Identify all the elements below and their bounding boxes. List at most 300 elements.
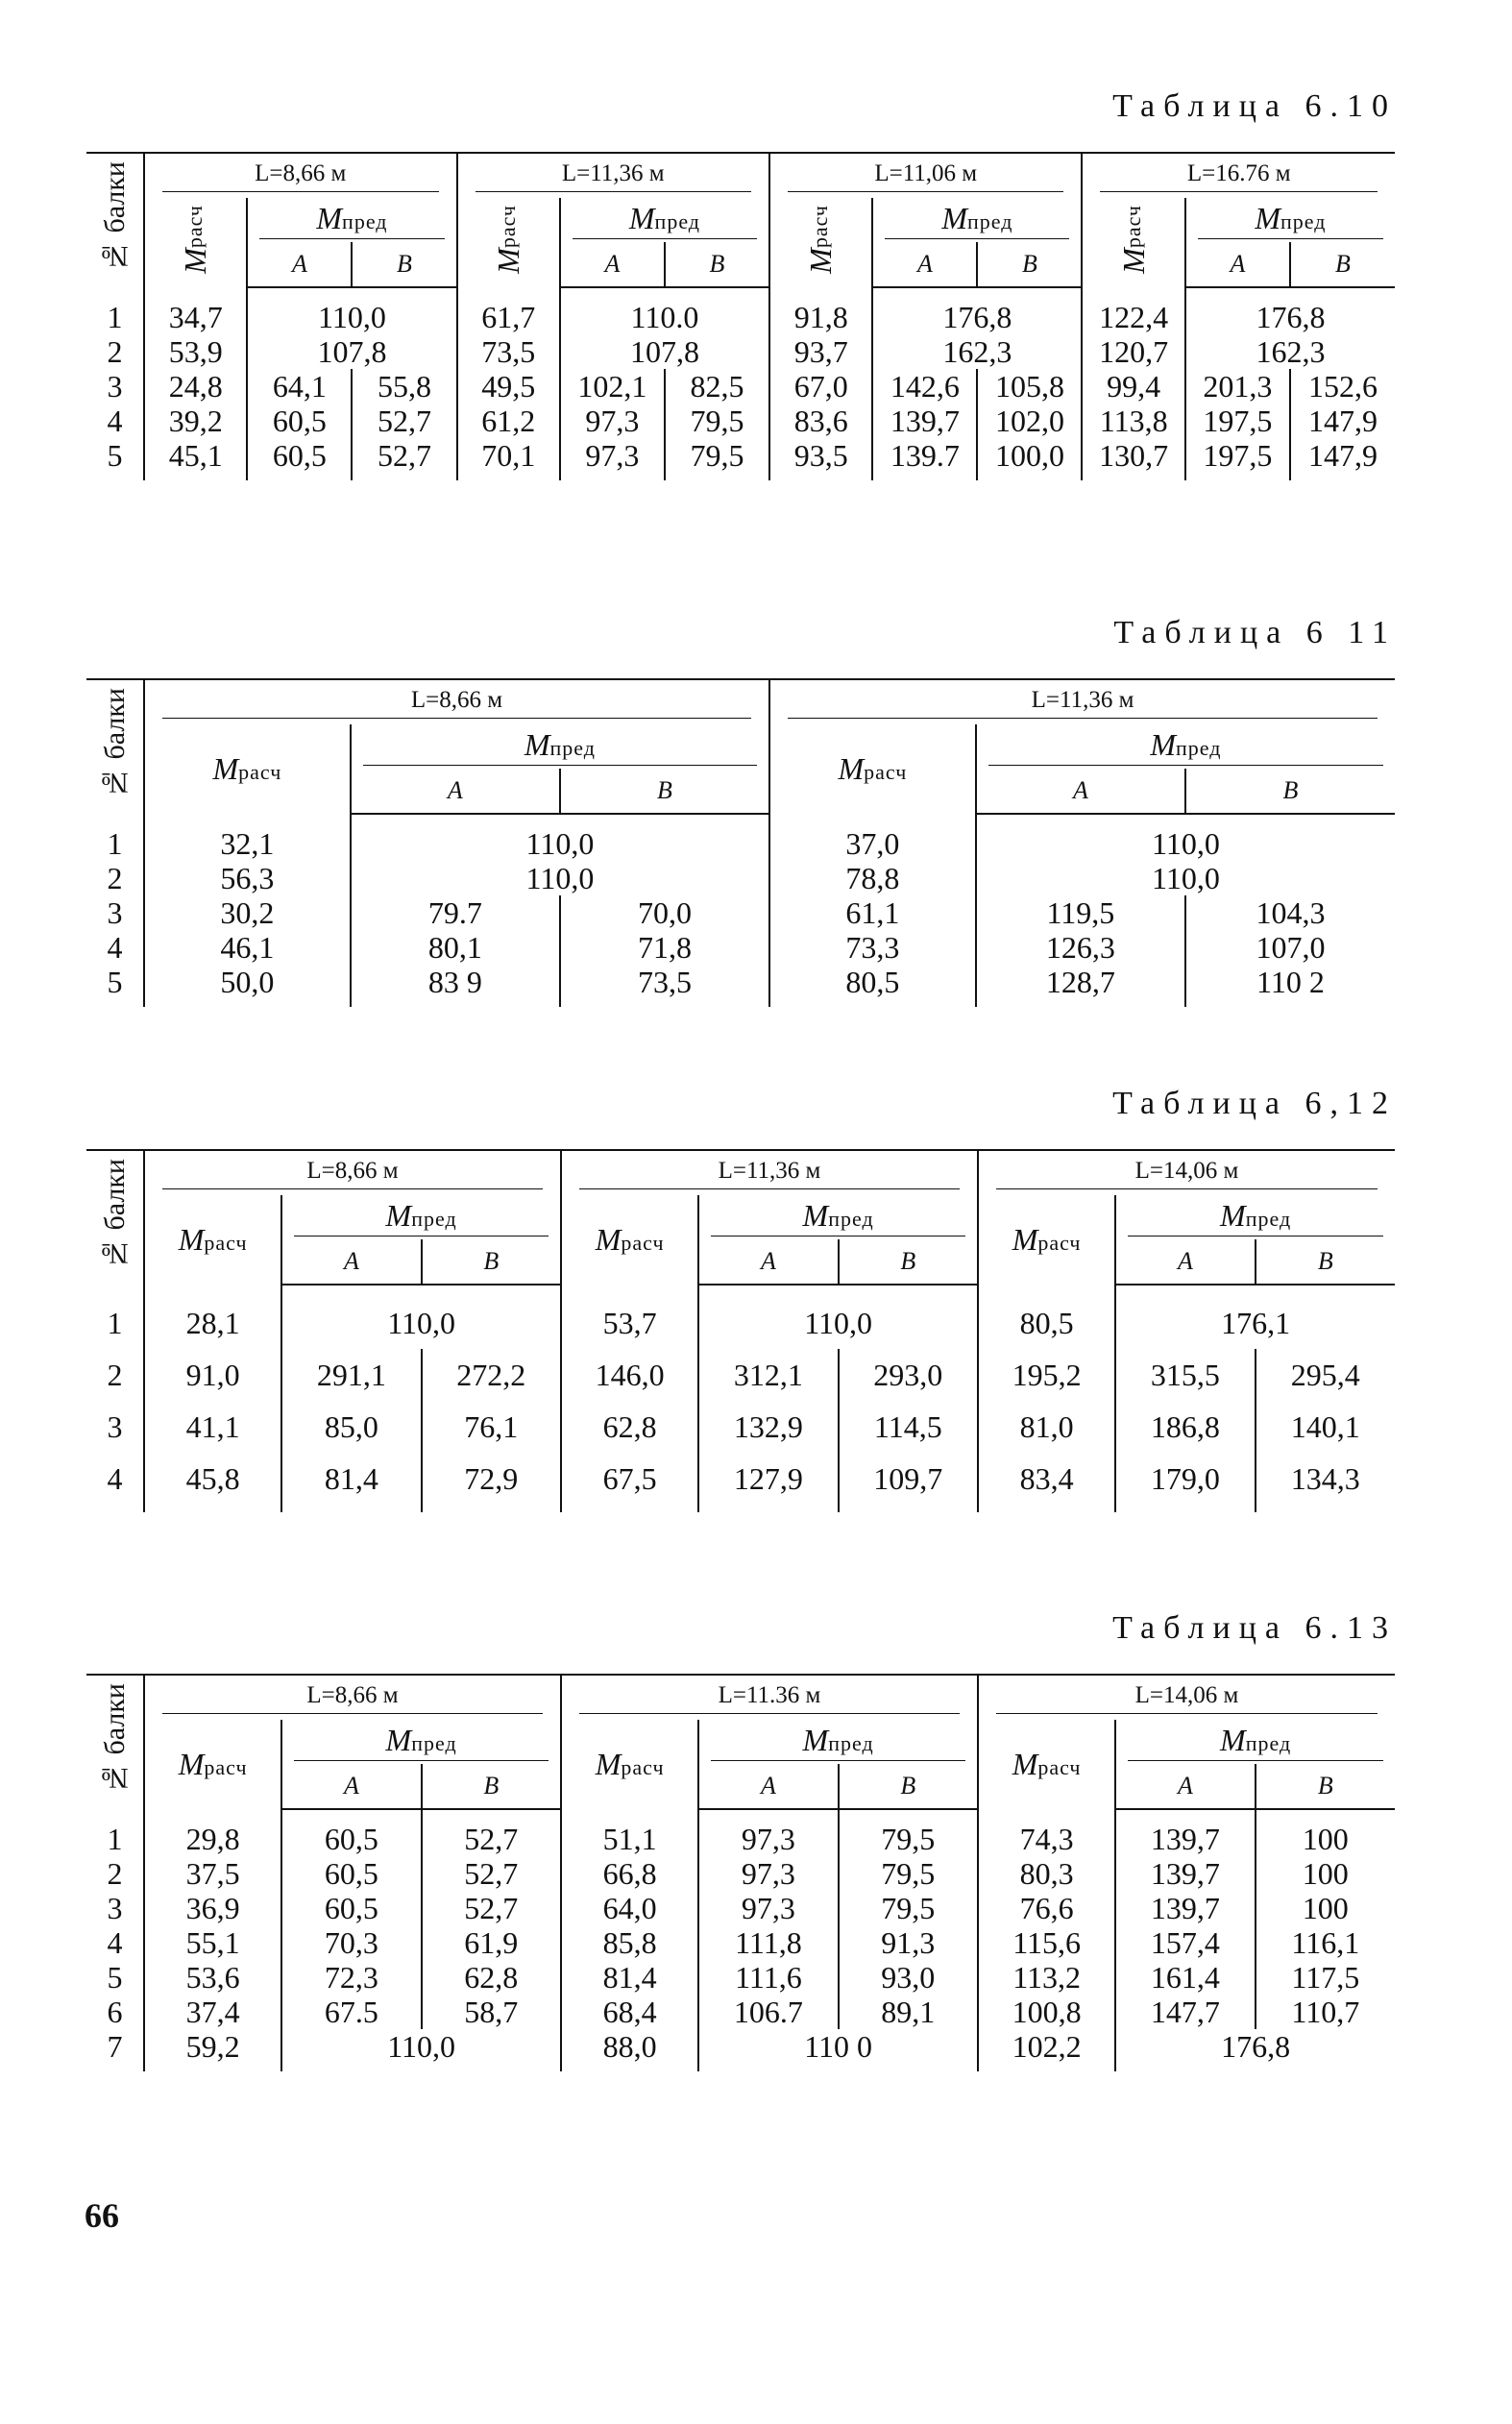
moment-subscript: пред xyxy=(828,1731,874,1755)
moment-subscript: пред xyxy=(342,209,388,233)
calc-moment-value: 146,0 xyxy=(561,1349,698,1401)
calc-moment-value: 80,5 xyxy=(769,965,976,1007)
limit-moment-b-value: 107,0 xyxy=(1185,930,1395,965)
limit-moment-b-value: 104,3 xyxy=(1185,895,1395,930)
limit-moment-b-value: 100 xyxy=(1256,1891,1395,1925)
limit-moment-b-value: 147,9 xyxy=(1290,404,1395,438)
limit-moment-a-value: 139.7 xyxy=(872,438,977,480)
calc-moment-header xyxy=(978,1720,1115,1809)
table-row xyxy=(86,1349,1395,1401)
calc-moment-value: 130,7 xyxy=(1082,438,1184,480)
limit-moment-b-value: 110 2 xyxy=(1185,965,1395,1007)
column-a-header: A xyxy=(1185,242,1290,287)
limit-moment-b-value: 140,1 xyxy=(1256,1401,1395,1453)
calc-moment-label xyxy=(1012,1222,1082,1257)
calc-moment-value: 59,2 xyxy=(144,2029,281,2071)
calc-moment-value: 195,2 xyxy=(978,1349,1115,1401)
calc-moment-label xyxy=(1012,1747,1082,1781)
moment-symbol: M xyxy=(1255,201,1281,235)
limit-moment-a-value: 128,7 xyxy=(976,965,1185,1007)
limit-moment-a-value: 81,4 xyxy=(281,1453,421,1512)
table-row xyxy=(86,1285,1395,1349)
limit-moment-a-value: 161,4 xyxy=(1115,1960,1255,1995)
column-b-header: B xyxy=(1290,242,1395,287)
calc-moment-label xyxy=(179,1747,248,1781)
span-length-label: L=8,66 м xyxy=(162,160,439,192)
limit-moment-b-value: 147,9 xyxy=(1290,438,1395,480)
moment-subscript: пред xyxy=(411,1207,457,1231)
limit-moment-a-value: 97,3 xyxy=(698,1856,838,1891)
calc-moment-header xyxy=(769,724,976,814)
calc-moment-value: 37,5 xyxy=(144,1856,281,1891)
calc-moment-value: 30,2 xyxy=(144,895,351,930)
limit-moment-a-value: 60,5 xyxy=(247,404,352,438)
calc-moment-label xyxy=(178,205,213,274)
moment-symbol: M xyxy=(595,1747,622,1781)
table-caption: Таблица 6.13 xyxy=(1112,1610,1397,1646)
limit-moment-value: 176,1 xyxy=(1115,1285,1395,1349)
column-a-header: A xyxy=(281,1764,421,1809)
limit-moment-a-value: 60,5 xyxy=(281,1891,421,1925)
beam-table xyxy=(86,678,1395,1007)
limit-moment-a-value: 60,5 xyxy=(281,1809,421,1856)
calc-moment-value: 36,9 xyxy=(144,1891,281,1925)
limit-moment-a-value: 139,7 xyxy=(1115,1856,1255,1891)
limit-moment-header xyxy=(281,1195,561,1239)
limit-moment-b-value: 91,3 xyxy=(839,1925,978,1960)
limit-moment-b-value: 61,9 xyxy=(422,1925,561,1960)
span-length-label: L=14,06 м xyxy=(996,1158,1378,1189)
beam-number: 1 xyxy=(107,1821,123,1856)
beam-number-label: № балки xyxy=(98,1683,131,1794)
table-row xyxy=(86,1401,1395,1453)
limit-moment-a-value: 97,3 xyxy=(698,1809,838,1856)
moment-subscript: расч xyxy=(204,1755,248,1779)
calc-moment-value: 67,0 xyxy=(769,369,872,404)
calc-moment-value: 45,1 xyxy=(144,438,247,480)
limit-moment-label xyxy=(711,1723,965,1761)
limit-moment-a-value: 60,5 xyxy=(281,1856,421,1891)
limit-moment-b-value: 105,8 xyxy=(977,369,1082,404)
limit-moment-b-value: 100,0 xyxy=(977,438,1082,480)
moment-symbol: M xyxy=(941,201,968,235)
limit-moment-b-value: 79,5 xyxy=(665,438,769,480)
limit-moment-b-value: 89,1 xyxy=(839,1995,978,2029)
table-row xyxy=(86,1453,1395,1512)
beam-number: 2 xyxy=(107,861,123,895)
table-row xyxy=(86,1809,1395,1856)
limit-moment-value: 107,8 xyxy=(560,334,769,369)
limit-moment-a-value: 291,1 xyxy=(281,1349,421,1401)
limit-moment-label xyxy=(363,727,757,766)
header-row xyxy=(86,1239,1395,1285)
calc-moment-value: 34,7 xyxy=(144,287,247,334)
table-row xyxy=(86,1925,1395,1960)
table-caption: Таблица 6,12 xyxy=(1112,1086,1397,1121)
limit-moment-label xyxy=(259,201,444,239)
limit-moment-a-value: 179,0 xyxy=(1115,1453,1255,1512)
limit-moment-a-value: 197,5 xyxy=(1185,404,1290,438)
calc-moment-value: 66,8 xyxy=(561,1856,698,1891)
limit-moment-b-value: 134,3 xyxy=(1256,1453,1395,1512)
beam-number: 1 xyxy=(107,1305,123,1340)
limit-moment-value: 107,8 xyxy=(247,334,456,369)
calc-moment-value: 29,8 xyxy=(144,1809,281,1856)
beam-number: 3 xyxy=(107,1891,123,1925)
table-caption: Таблица 6.10 xyxy=(1112,88,1397,124)
moment-subscript: пред xyxy=(411,1731,457,1755)
limit-moment-value: 110,0 xyxy=(351,861,769,895)
limit-moment-value: 162,3 xyxy=(872,334,1082,369)
limit-moment-b-value: 79,5 xyxy=(839,1856,978,1891)
calc-moment-value: 46,1 xyxy=(144,930,351,965)
limit-moment-value: 110,0 xyxy=(351,814,769,861)
table-row xyxy=(86,814,1395,861)
limit-moment-b-value: 58,7 xyxy=(422,1995,561,2029)
limit-moment-b-value: 79,5 xyxy=(665,404,769,438)
beam-table xyxy=(86,152,1395,480)
calc-moment-value: 53,7 xyxy=(561,1285,698,1349)
beam-number: 3 xyxy=(107,895,123,930)
calc-moment-value: 120,7 xyxy=(1082,334,1184,369)
header-row xyxy=(86,679,1395,724)
limit-moment-a-value: 79.7 xyxy=(351,895,560,930)
moment-subscript: расч xyxy=(1120,204,1145,248)
calc-moment-value: 80,3 xyxy=(978,1856,1115,1891)
column-b-header: B xyxy=(352,242,456,287)
limit-moment-b-value: 295,4 xyxy=(1256,1349,1395,1401)
header-row xyxy=(86,1720,1395,1764)
limit-moment-value: 110,0 xyxy=(698,1285,978,1349)
limit-moment-label xyxy=(294,1723,549,1761)
page-number: 66 xyxy=(85,2196,119,2235)
calc-moment-value: 73,5 xyxy=(457,334,560,369)
calc-moment-value: 73,3 xyxy=(769,930,976,965)
calc-moment-value: 100,8 xyxy=(978,1995,1115,2029)
calc-moment-value: 81,4 xyxy=(561,1960,698,1995)
table-caption: Таблица 6 11 xyxy=(1113,615,1397,650)
limit-moment-a-value: 60,5 xyxy=(247,438,352,480)
calc-moment-value: 74,3 xyxy=(978,1809,1115,1856)
calc-moment-value: 62,8 xyxy=(561,1401,698,1453)
calc-moment-value: 61,2 xyxy=(457,404,560,438)
beam-number: 4 xyxy=(107,404,123,438)
span-length-label: L=8,66 м xyxy=(162,687,751,719)
span-length-header xyxy=(561,1150,978,1195)
calc-moment-value: 85,8 xyxy=(561,1925,698,1960)
beam-number: 5 xyxy=(107,1960,123,1995)
limit-moment-header xyxy=(351,724,769,769)
calc-moment-header xyxy=(144,1720,281,1809)
limit-moment-value: 110,0 xyxy=(247,287,456,334)
calc-moment-value: 99,4 xyxy=(1082,369,1184,404)
moment-subscript: пред xyxy=(654,209,700,233)
limit-moment-value: 110,0 xyxy=(976,814,1395,861)
column-a-header: A xyxy=(698,1239,838,1285)
moment-subscript: расч xyxy=(204,1231,248,1255)
span-length-label: L=8,66 м xyxy=(162,1682,543,1714)
limit-moment-value: 162,3 xyxy=(1185,334,1395,369)
beam-number: 5 xyxy=(107,965,123,999)
span-length-label: L=11,36 м xyxy=(788,687,1378,719)
limit-moment-b-value: 52,7 xyxy=(352,404,456,438)
limit-moment-b-value: 272,2 xyxy=(422,1349,561,1401)
span-length-header xyxy=(1082,153,1395,198)
limit-moment-label xyxy=(1128,1723,1383,1761)
beam-number: 3 xyxy=(107,1409,123,1444)
limit-moment-b-value: 73,5 xyxy=(560,965,769,1007)
calc-moment-header xyxy=(1082,198,1184,287)
moment-subscript: расч xyxy=(621,1231,665,1255)
calc-moment-value: 93,5 xyxy=(769,438,872,480)
limit-moment-a-value: 111,6 xyxy=(698,1960,838,1995)
limit-moment-a-value: 157,4 xyxy=(1115,1925,1255,1960)
beam-number-header xyxy=(86,679,144,814)
limit-moment-a-value: 72,3 xyxy=(281,1960,421,1995)
calc-moment-value: 81,0 xyxy=(978,1401,1115,1453)
limit-moment-b-value: 93,0 xyxy=(839,1960,978,1995)
limit-moment-a-value: 106.7 xyxy=(698,1995,838,2029)
table-row xyxy=(86,287,1395,334)
limit-moment-header xyxy=(1185,198,1395,242)
span-length-header xyxy=(561,1675,978,1720)
limit-moment-a-value: 102,1 xyxy=(560,369,665,404)
moment-symbol: M xyxy=(1150,727,1177,762)
header-row xyxy=(86,1150,1395,1195)
span-length-label: L=11,36 м xyxy=(579,1158,960,1189)
calc-moment-value: 56,3 xyxy=(144,861,351,895)
moment-symbol: M xyxy=(802,1198,829,1233)
beam-number-header xyxy=(86,1150,144,1285)
limit-moment-a-value: 147,7 xyxy=(1115,1995,1255,2029)
span-length-label: L=11,36 м xyxy=(476,160,751,192)
calc-moment-value: 24,8 xyxy=(144,369,247,404)
limit-moment-b-value: 82,5 xyxy=(665,369,769,404)
calc-moment-value: 91,0 xyxy=(144,1349,281,1401)
calc-moment-value: 83,4 xyxy=(978,1453,1115,1512)
limit-moment-a-value: 127,9 xyxy=(698,1453,838,1512)
limit-moment-a-value: 201,3 xyxy=(1185,369,1290,404)
limit-moment-b-value: 100 xyxy=(1256,1809,1395,1856)
calc-moment-header xyxy=(457,198,560,287)
calc-moment-value: 45,8 xyxy=(144,1453,281,1512)
limit-moment-value: 176,8 xyxy=(1185,287,1395,334)
limit-moment-label xyxy=(1128,1198,1383,1236)
limit-moment-b-value: 100 xyxy=(1256,1856,1395,1891)
limit-moment-b-value: 152,6 xyxy=(1290,369,1395,404)
limit-moment-value: 110,0 xyxy=(976,861,1395,895)
column-b-header: B xyxy=(1185,769,1395,814)
limit-moment-a-value: 97,3 xyxy=(560,404,665,438)
limit-moment-header xyxy=(560,198,769,242)
calc-moment-value: 37,0 xyxy=(769,814,976,861)
moment-symbol: M xyxy=(1012,1222,1038,1257)
column-a-header: A xyxy=(247,242,352,287)
calc-moment-label xyxy=(839,751,908,786)
calc-moment-value: 83,6 xyxy=(769,404,872,438)
beam-number-label: № балки xyxy=(98,1159,131,1269)
header-row xyxy=(86,1764,1395,1809)
calc-moment-value: 67,5 xyxy=(561,1453,698,1512)
limit-moment-a-value: 85,0 xyxy=(281,1401,421,1453)
limit-moment-b-value: 76,1 xyxy=(422,1401,561,1453)
table-row xyxy=(86,930,1395,965)
calc-moment-label xyxy=(1116,205,1152,274)
beam-number: 1 xyxy=(107,825,123,861)
moment-subscript: расч xyxy=(1037,1231,1082,1255)
moment-subscript: расч xyxy=(495,204,520,248)
limit-moment-value: 176,8 xyxy=(872,287,1082,334)
moment-symbol: M xyxy=(838,751,865,786)
calc-moment-value: 115,6 xyxy=(978,1925,1115,1960)
table-row xyxy=(86,1856,1395,1891)
limit-moment-value: 110,0 xyxy=(281,1285,561,1349)
beam-number-header xyxy=(86,153,144,287)
column-a-header: A xyxy=(560,242,665,287)
column-a-header: A xyxy=(1115,1239,1255,1285)
limit-moment-b-value: 79,5 xyxy=(839,1809,978,1856)
moment-symbol: M xyxy=(803,247,839,274)
limit-moment-header xyxy=(281,1720,561,1764)
moment-symbol: M xyxy=(628,201,655,235)
beam-number: 4 xyxy=(107,1461,123,1496)
calc-moment-value: 113,2 xyxy=(978,1960,1115,1995)
calc-moment-value: 37,4 xyxy=(144,1995,281,2029)
beam-number-header xyxy=(86,1675,144,1809)
table-row xyxy=(86,965,1395,1007)
limit-moment-b-value: 293,0 xyxy=(839,1349,978,1401)
table-row xyxy=(86,895,1395,930)
limit-moment-header xyxy=(1115,1720,1395,1764)
calc-moment-value: 113,8 xyxy=(1082,404,1184,438)
limit-moment-b-value: 114,5 xyxy=(839,1401,978,1453)
calc-moment-value: 78,8 xyxy=(769,861,976,895)
span-length-label: L=14,06 м xyxy=(996,1682,1378,1714)
span-length-header xyxy=(457,153,769,198)
calc-moment-value: 51,1 xyxy=(561,1809,698,1856)
calc-moment-header xyxy=(144,1195,281,1285)
limit-moment-a-value: 70,3 xyxy=(281,1925,421,1960)
limit-moment-b-value: 72,9 xyxy=(422,1453,561,1512)
beam-number: 2 xyxy=(107,1856,123,1891)
span-length-header xyxy=(144,1675,561,1720)
limit-moment-b-value: 102,0 xyxy=(977,404,1082,438)
moment-symbol: M xyxy=(1115,247,1151,274)
limit-moment-value: 110 0 xyxy=(698,2029,978,2071)
column-a-header: A xyxy=(1115,1764,1255,1809)
beam-number-label: № балки xyxy=(98,688,131,798)
limit-moment-b-value: 52,7 xyxy=(352,438,456,480)
beam-table xyxy=(86,1149,1395,1512)
limit-moment-b-value: 52,7 xyxy=(422,1891,561,1925)
moment-symbol: M xyxy=(178,1222,205,1257)
calc-moment-value: 88,0 xyxy=(561,2029,698,2071)
calc-moment-value: 49,5 xyxy=(457,369,560,404)
limit-moment-b-value: 79,5 xyxy=(839,1891,978,1925)
moment-symbol: M xyxy=(1220,1198,1246,1233)
calc-moment-value: 68,4 xyxy=(561,1995,698,2029)
calc-moment-header xyxy=(144,198,247,287)
moment-symbol: M xyxy=(385,1198,412,1233)
calc-moment-label xyxy=(596,1222,665,1257)
moment-symbol: M xyxy=(595,1222,622,1257)
table-row xyxy=(86,2029,1395,2071)
limit-moment-a-value: 126,3 xyxy=(976,930,1185,965)
moment-symbol: M xyxy=(802,1723,829,1757)
limit-moment-header xyxy=(872,198,1082,242)
calc-moment-value: 39,2 xyxy=(144,404,247,438)
table-row xyxy=(86,369,1395,404)
limit-moment-b-value: 52,7 xyxy=(422,1809,561,1856)
moment-symbol: M xyxy=(1220,1723,1246,1757)
table-row xyxy=(86,1995,1395,2029)
limit-moment-label xyxy=(711,1198,965,1236)
span-length-header xyxy=(769,153,1082,198)
moment-subscript: пред xyxy=(1280,209,1327,233)
span-length-header xyxy=(144,153,457,198)
beam-number-label: № балки xyxy=(98,161,131,272)
span-length-header xyxy=(144,679,769,724)
limit-moment-label xyxy=(885,201,1069,239)
limit-moment-label xyxy=(294,1198,549,1236)
limit-moment-value: 110,0 xyxy=(281,2029,561,2071)
column-b-header: B xyxy=(1256,1239,1395,1285)
limit-moment-header xyxy=(247,198,456,242)
limit-moment-a-value: 111,8 xyxy=(698,1925,838,1960)
limit-moment-a-value: 139,7 xyxy=(1115,1891,1255,1925)
column-b-header: B xyxy=(422,1239,561,1285)
moment-subscript: расч xyxy=(808,204,833,248)
moment-subscript: пред xyxy=(1245,1207,1292,1231)
calc-moment-value: 64,0 xyxy=(561,1891,698,1925)
limit-moment-a-value: 64,1 xyxy=(247,369,352,404)
calc-moment-value: 41,1 xyxy=(144,1401,281,1453)
span-length-header xyxy=(978,1150,1395,1195)
calc-moment-value: 91,8 xyxy=(769,287,872,334)
calc-moment-value: 53,6 xyxy=(144,1960,281,1995)
moment-subscript: пред xyxy=(967,209,1013,233)
limit-moment-b-value: 55,8 xyxy=(352,369,456,404)
limit-moment-b-value: 52,7 xyxy=(422,1856,561,1891)
beam-number: 7 xyxy=(107,2029,123,2064)
calc-moment-header xyxy=(561,1720,698,1809)
limit-moment-a-value: 80,1 xyxy=(351,930,560,965)
moment-symbol: M xyxy=(178,247,213,274)
calc-moment-value: 70,1 xyxy=(457,438,560,480)
beam-number: 2 xyxy=(107,334,123,369)
calc-moment-value: 102,2 xyxy=(978,2029,1115,2071)
calc-moment-label xyxy=(803,205,839,274)
limit-moment-a-value: 186,8 xyxy=(1115,1401,1255,1453)
limit-moment-a-value: 83 9 xyxy=(351,965,560,1007)
moment-subscript: пред xyxy=(1245,1731,1292,1755)
limit-moment-header xyxy=(976,724,1395,769)
column-b-header: B xyxy=(839,1239,978,1285)
limit-moment-value: 176,8 xyxy=(1115,2029,1395,2071)
calc-moment-value: 53,9 xyxy=(144,334,247,369)
column-b-header: B xyxy=(665,242,769,287)
calc-moment-label xyxy=(213,751,282,786)
moment-subscript: пред xyxy=(1176,736,1222,760)
table-row xyxy=(86,334,1395,369)
limit-moment-label xyxy=(573,201,757,239)
calc-moment-value: 61,7 xyxy=(457,287,560,334)
limit-moment-a-value: 132,9 xyxy=(698,1401,838,1453)
calc-moment-label xyxy=(596,1747,665,1781)
moment-subscript: расч xyxy=(864,760,908,784)
header-row xyxy=(86,198,1395,242)
limit-moment-header xyxy=(1115,1195,1395,1239)
